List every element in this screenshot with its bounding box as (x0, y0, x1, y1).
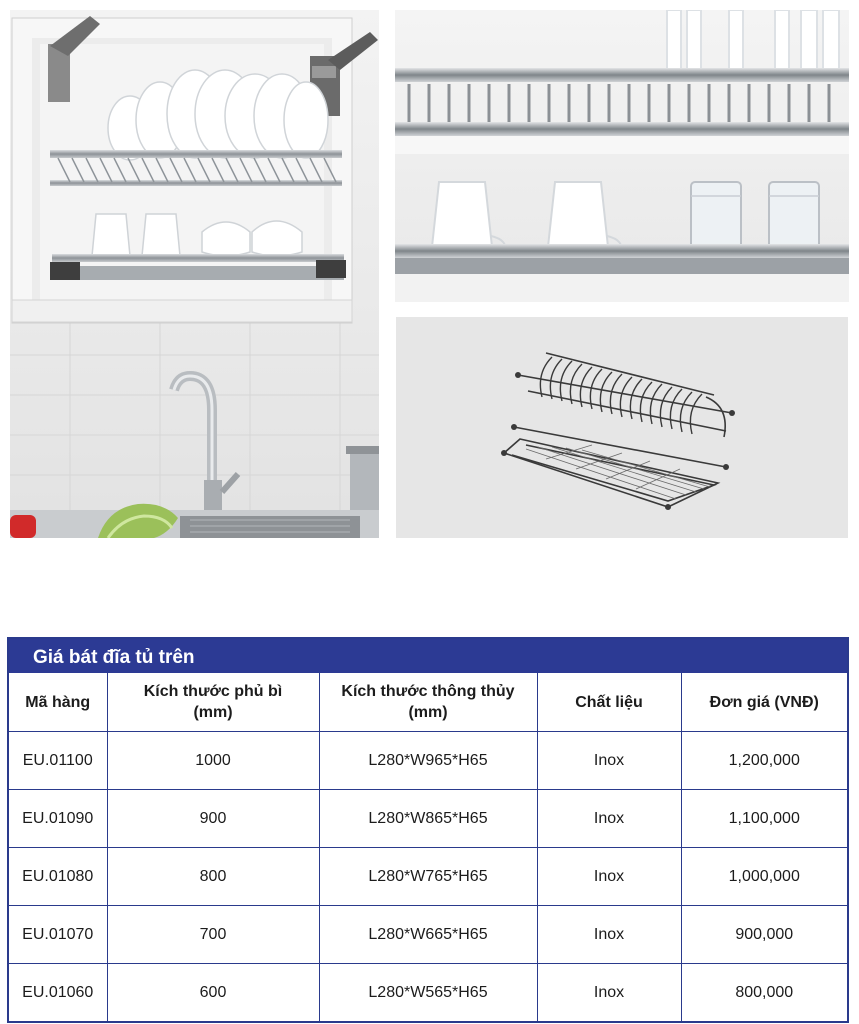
cell-overall-size: 600 (107, 964, 319, 1022)
table-title: Giá bát đĩa tủ trên (9, 639, 847, 673)
cell-unit-price: 800,000 (681, 964, 847, 1022)
cell-clear-size: L280*W765*H65 (319, 848, 537, 906)
kitchen-cabinet-photo (10, 10, 379, 538)
cell-clear-size: L280*W665*H65 (319, 906, 537, 964)
cell-material: Inox (537, 964, 681, 1022)
table-row (9, 906, 847, 964)
product-drawing (396, 317, 848, 538)
rack-closeup-illustration (395, 10, 849, 302)
kitchen-cabinet-illustration (10, 10, 379, 538)
cell-overall-size: 900 (107, 790, 319, 848)
cell-product-code: EU.01070 (9, 906, 107, 964)
cell-overall-size: 800 (107, 848, 319, 906)
cell-product-code: EU.01100 (9, 732, 107, 790)
header-product-code: Mã hàng (9, 673, 107, 732)
cell-unit-price: 1,200,000 (681, 732, 847, 790)
cell-clear-size: L280*W965*H65 (319, 732, 537, 790)
price-table-grid (9, 673, 847, 1021)
cell-clear-size: L280*W865*H65 (319, 790, 537, 848)
header-material: Chất liệu (537, 673, 681, 732)
cell-material: Inox (537, 848, 681, 906)
cell-product-code: EU.01080 (9, 848, 107, 906)
header-overall-size: Kích thước phủ bì (mm) (107, 673, 319, 732)
header-unit-price: Đơn giá (VNĐ) (681, 673, 847, 732)
header-clear-size: Kích thước thông thủy (mm) (319, 673, 537, 732)
cell-overall-size: 1000 (107, 732, 319, 790)
cell-product-code: EU.01060 (9, 964, 107, 1022)
cell-unit-price: 900,000 (681, 906, 847, 964)
price-table (7, 637, 849, 1023)
cell-clear-size: L280*W565*H65 (319, 964, 537, 1022)
cell-overall-size: 700 (107, 906, 319, 964)
table-row (9, 848, 847, 906)
cell-unit-price: 1,000,000 (681, 848, 847, 906)
table-row (9, 964, 847, 1022)
table-row (9, 790, 847, 848)
cell-material: Inox (537, 732, 681, 790)
table-row (9, 732, 847, 790)
cell-material: Inox (537, 906, 681, 964)
rack-closeup-photo (395, 10, 849, 302)
dish-rack-drawing (396, 317, 848, 538)
table-header-row (9, 673, 847, 732)
cell-product-code: EU.01090 (9, 790, 107, 848)
cell-unit-price: 1,100,000 (681, 790, 847, 848)
cell-material: Inox (537, 790, 681, 848)
